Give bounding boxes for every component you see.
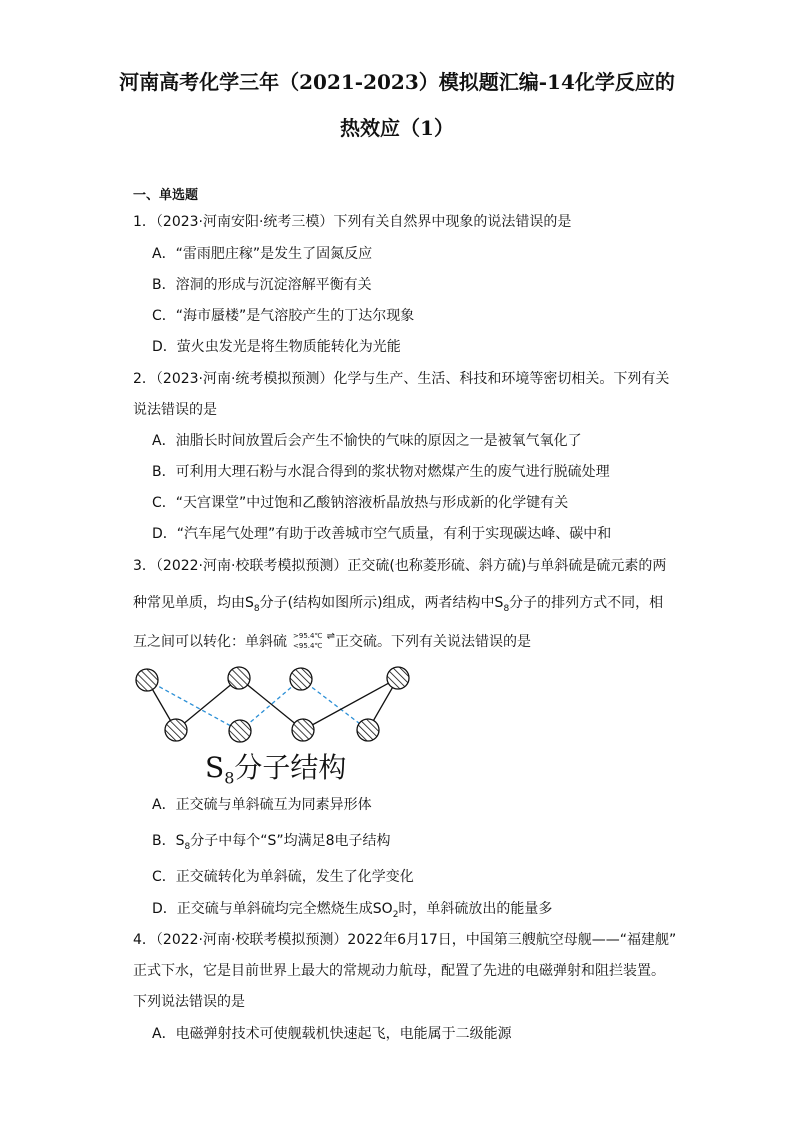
option-text: D．正交硫与单斜硫均完全燃烧生成SO [152, 901, 393, 917]
stem-text: 分子的排列方式不同，相 [509, 595, 664, 611]
sulfur-atom [229, 720, 251, 742]
question-2-option-b: B．可利用大理石粉与水混合得到的浆状物对燃煤产生的废气进行脱硫处理 [152, 464, 610, 480]
question-1-stem: 1．（2023·河南安阳·统考三模）下列有关自然界中现象的说法错误的是 [133, 214, 572, 230]
s8-molecule-diagram [128, 658, 418, 748]
document-title-line-2: 热效应（1） [340, 116, 454, 140]
question-3-option-d [152, 899, 552, 925]
subscript: 8 [253, 603, 260, 614]
question-2-option-a: A．油脂长时间放置后会产生不愉快的气味的原因之一是被氧气氧化了 [152, 433, 582, 449]
caption-subscript: 8 [224, 768, 235, 788]
question-1-option-a: A．“雷雨肥庄稼”是发生了固氮反应 [152, 246, 373, 262]
condition-top: >95.4℃ [293, 632, 323, 640]
stem-text: 互之间可以转化：单斜硫 [133, 634, 287, 650]
document-title-line-1: 河南高考化学三年（2021-2023）模拟题汇编-14化学反应的 [119, 70, 675, 94]
question-3-stem-line-2 [133, 593, 663, 619]
question-3-stem-line-1: 3．（2022·河南·校联考模拟预测）正交硫(也称菱形硫、斜方硫)与单斜硫是硫元素的两 [133, 558, 667, 574]
caption-text: S [205, 751, 225, 784]
sulfur-atom [136, 669, 158, 691]
question-4-stem-line-3: 下列说法错误的是 [133, 994, 245, 1010]
option-text: 时，单斜硫放出的能量多 [398, 901, 553, 917]
section-heading: 一、单选题 [133, 188, 199, 203]
question-3-option-c: C．正交硫转化为单斜硫，发生了化学变化 [152, 869, 414, 885]
question-1-option-c: C．“海市蜃楼”是气溶胶产生的丁达尔现象 [152, 308, 415, 324]
question-1-option-b: B．溶洞的形成与沉淀溶解平衡有关 [152, 277, 372, 293]
sulfur-atom [165, 719, 187, 741]
question-2-option-d: D．“汽车尾气处理”有助于改善城市空气质量，有利于实现碳达峰、碳中和 [152, 526, 612, 542]
stem-text: 正交硫。下列有关说法错误的是 [335, 634, 531, 650]
stem-text: 种常见单质，均由S [133, 595, 254, 611]
question-1-option-d: D．萤火虫发光是将生物质能转化为光能 [152, 339, 401, 355]
question-3-stem-line-3 [133, 632, 531, 652]
sulfur-atom [357, 719, 379, 741]
condition-bottom: <95.4℃ [293, 642, 323, 650]
question-4-stem-line-2: 正式下水，它是目前世界上最大的常规动力航母，配置了先进的电磁弹射和阻拦装置。 [133, 963, 665, 979]
arrow-icon: ⇌ [326, 631, 335, 642]
question-4-option-a: A．电磁弹射技术可使舰载机快速起飞，电能属于二级能源 [152, 1026, 512, 1042]
subscript: 2 [392, 909, 399, 920]
option-text: B．S [152, 833, 185, 849]
question-2-stem-line-1: 2．（2023·河南·统考模拟预测）化学与生产、生活、科技和环境等密切相关。下列有关 [133, 371, 670, 387]
question-2-option-c: C．“天宫课堂”中过饱和乙酸钠溶液析晶放热与形成新的化学键有关 [152, 495, 569, 511]
question-4-stem-line-1: 4．（2022·河南·校联考模拟预测）2022年6月17日，中国第三艘航空母舰——“福建舰” [133, 932, 677, 948]
question-3-option-b [152, 831, 391, 857]
sulfur-atom [228, 667, 250, 689]
diagram-caption [205, 748, 346, 799]
equilibrium-arrow [287, 632, 335, 652]
subscript: 8 [503, 603, 510, 614]
subscript: 8 [184, 841, 191, 852]
sulfur-atom [387, 667, 409, 689]
stem-text: 分子(结构如图所示)组成，两者结构中S [259, 595, 504, 611]
question-3-option-a: A．正交硫与单斜硫互为同素异形体 [152, 797, 372, 813]
question-2-stem-line-2: 说法错误的是 [133, 402, 217, 418]
sulfur-atom [290, 668, 312, 690]
caption-text: 分子结构 [234, 751, 347, 784]
sulfur-atom [292, 719, 314, 741]
option-text: 分子中每个“S”均满足8电子结构 [190, 833, 391, 849]
